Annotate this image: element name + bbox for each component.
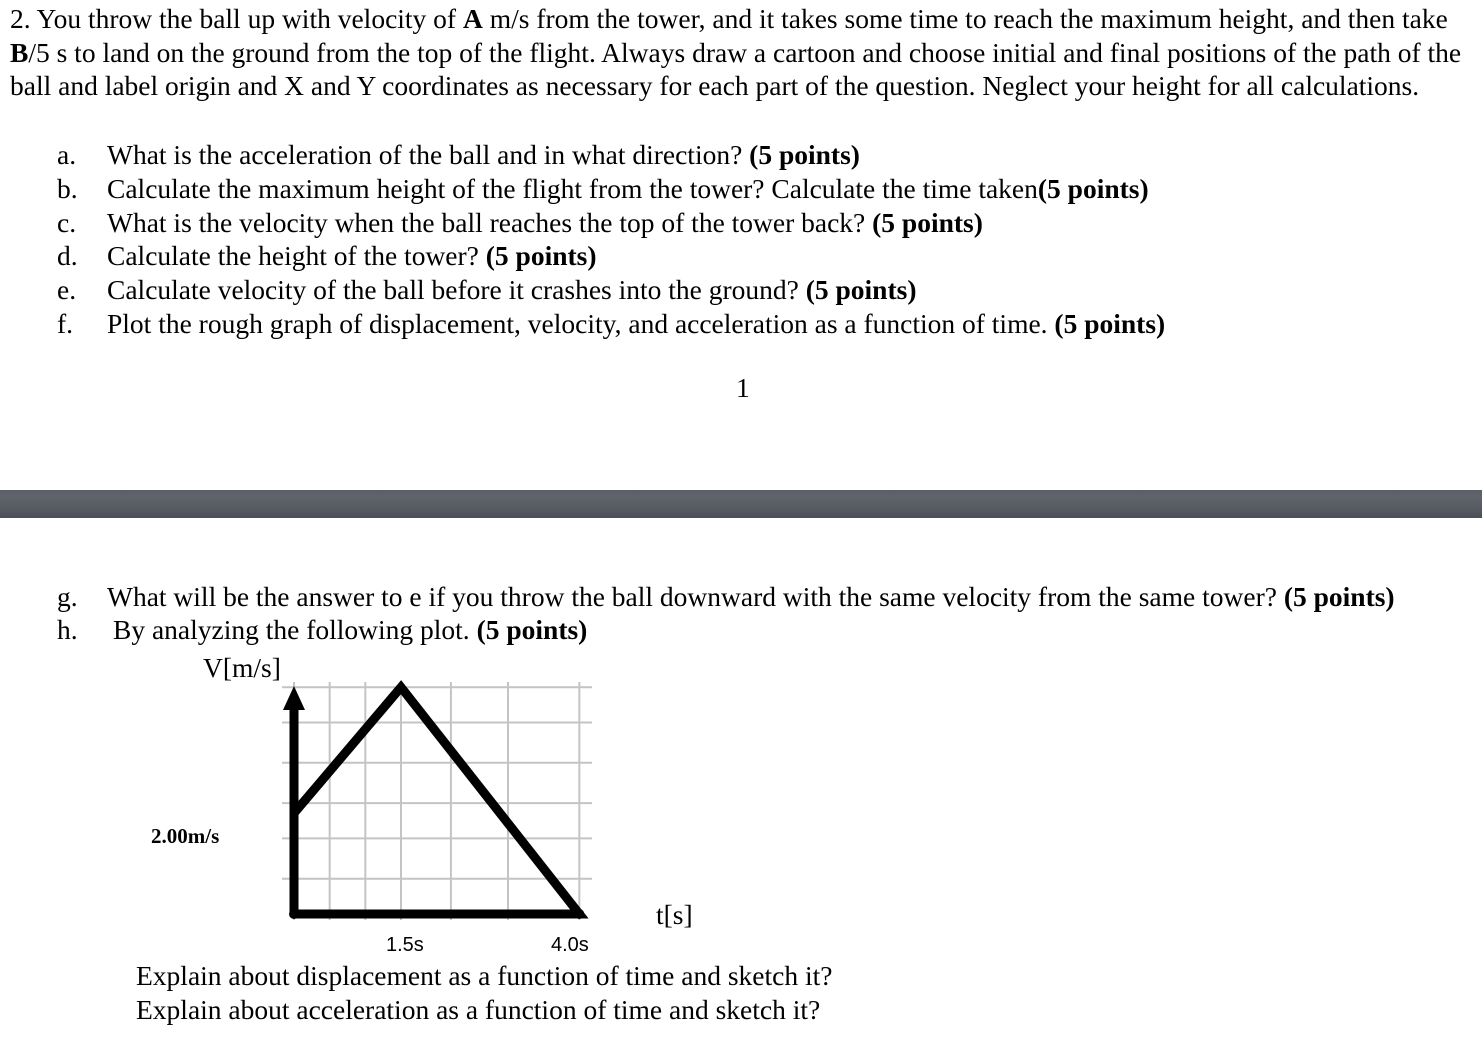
x-tick-label-4-0s: 4.0s	[551, 934, 589, 956]
data-point-1	[574, 909, 584, 919]
page-1: 2. You throw the ball up with velocity of A m/s from the tower, and it takes some time to reach the maximum height, and then take B/5 s to land on the ground from the top of the flight. Always draw a cartoon and choose initial and final positions of the path of the ball and label origin and X and Y coordinates as necessary for each part of the question. Neglect your height for all calculations. a. What is the acceleration of the ball and in what direction? (5 points) b. Calculate the maximum height of the flight from the tower? Calculate the time taken(5 points) c. What is the velocity when the ball reaches the top of the tower back? (5 points) d. Calculate the height of the tower? (5 points) e. Calculate velocity of the ball before it crashes into the ground? (5 points) f. Plot the rough graph of displacement, velocity, and acceleration as a function of time. (5 points) 1	[0, 0, 1482, 490]
page-number: 1	[736, 372, 750, 403]
y-value-label: 2.00m/s	[151, 824, 220, 848]
explain-displacement: Explain about displacement as a function of time and sketch it?	[136, 960, 833, 991]
x-axis-label: t[s]	[656, 899, 693, 930]
chart-grid	[282, 682, 592, 920]
data-point-0	[289, 909, 299, 919]
x-tick-label-1-5s: 1.5s	[386, 934, 424, 956]
problem-intro: 2. You throw the ball up with velocity of A m/s from the tower, and it takes some time to reach the maximum height, and then take B/5 s to land on the ground from the top of the flight. Always draw a cartoon and choose initial and final positions of the path of the ball and label origin and X and Y coordinates as necessary for each part of the question. Neglect your height for all calculations.	[10, 3, 1462, 102]
y-axis-label: V[m/s]	[203, 652, 281, 683]
velocity-series-line	[294, 687, 579, 914]
explain-acceleration: Explain about acceleration as a function of time and sketch it?	[136, 994, 821, 1025]
